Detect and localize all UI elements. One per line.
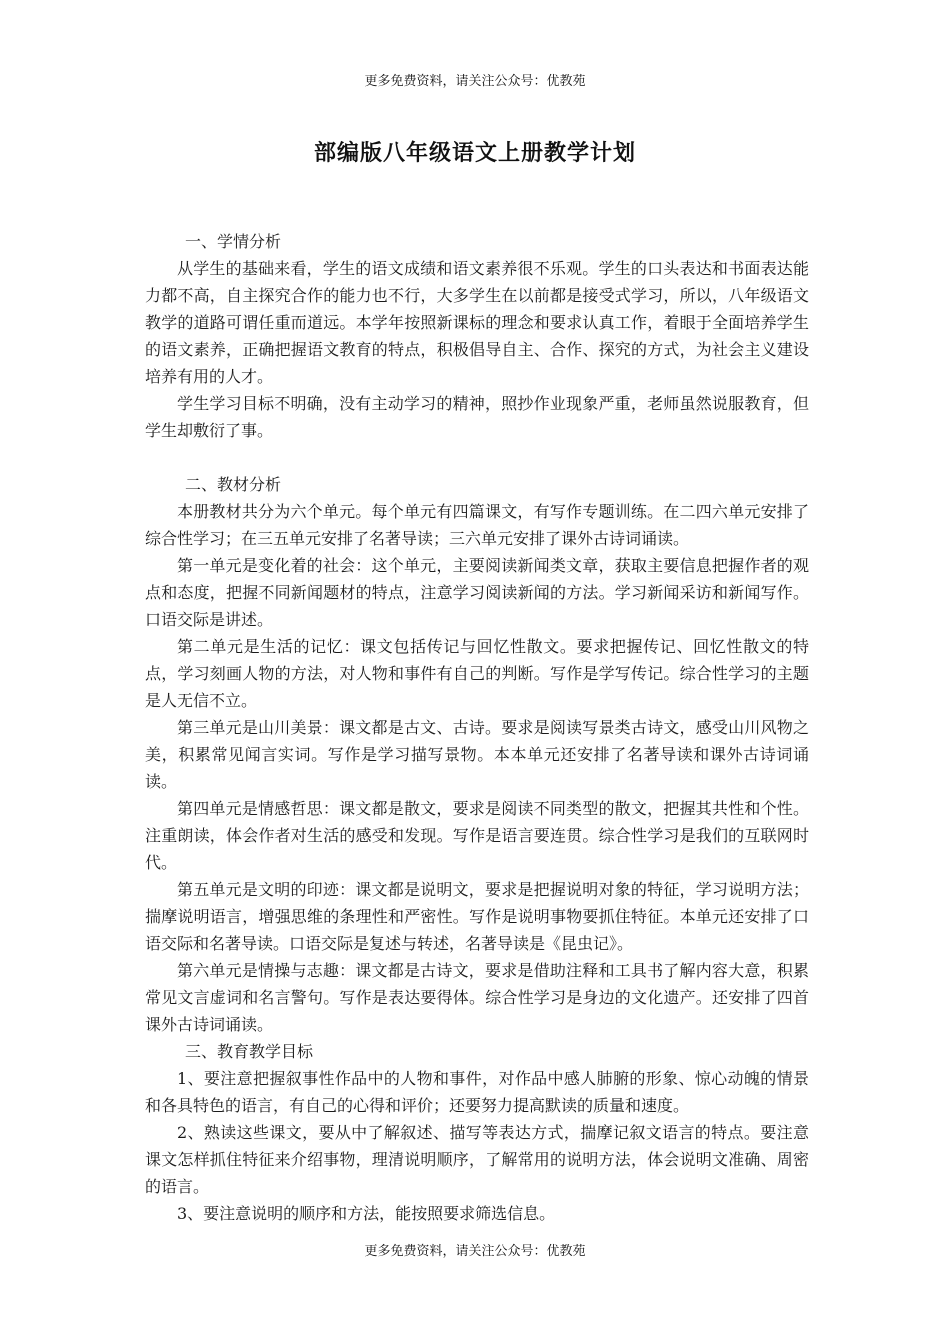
paragraph: 从学生的基础来看，学生的语文成绩和语文素养很不乐观。学生的口头表达和书面表达能力都不高，自主探究合作的能力也不行，大多学生在以前都是接受式学习，所以，八年级语文教学的道路可谓任重而道远。本学年按照新课标的理念和要求认真工作，着眼于全面培养学生的语文素养，正确把握语文教育的特点，积极倡导自主、合作、探究的方式，为社会主义建设培养有用的人才。 (145, 259, 809, 386)
paragraph: 2、熟读这些课文，要从中了解叙述、描写等表达方式，揣摩记叙文语言的特点。要注意课文怎样抓住特征来介绍事物，理清说明顺序，了解常用的说明方法，体会说明文准确、周密的语言。 (145, 1123, 809, 1196)
paragraph: 本册教材共分为六个单元。每个单元有四篇课文，有写作专题训练。在二四六单元安排了综合性学习；在三五单元安排了名著导读；三六单元安排了课外古诗词诵读。 (145, 502, 809, 548)
section-heading-textbook-analysis: 二、教材分析 (185, 475, 282, 494)
paragraph: 第六单元是情操与志趣：课文都是古诗文，要求是借助注释和工具书了解内容大意，积累常见文言虚词和名言警句。写作是表达要得体。综合性学习是身边的文化遗产。还安排了四首课外古诗词诵读。 (145, 961, 809, 1034)
paragraph: 第四单元是情感哲思：课文都是散文，要求是阅读不同类型的散文，把握其共性和个性。注重朗读，体会作者对生活的感受和发现。写作是语言要连贯。综合性学习是我们的互联网时代。 (145, 799, 809, 872)
header-note: 更多免费资料，请关注公众号：优教苑 (364, 74, 586, 89)
paragraph: 第五单元是文明的印迹：课文都是说明文，要求是把握说明对象的特征，学习说明方法；揣摩说明语言，增强思维的条理性和严密性。写作是说明事物要抓住特征。本单元还安排了口语交际和名著导读。口语交际是复述与转述，名著导读是《昆虫记》。 (145, 880, 809, 953)
paragraph: 第二单元是生活的记忆：课文包括传记与回忆性散文。要求把握传记、回忆性散文的特点，学习刻画人物的方法，对人物和事件有自己的判断。写作是学写传记。综合性学习的主题是人无信不立。 (145, 637, 809, 710)
paragraph: 1、要注意把握叙事性作品中的人物和事件，对作品中感人肺腑的形象、惊心动魄的情景和各具特色的语言，有自己的心得和评价；还要努力提高默读的质量和速度。 (145, 1069, 809, 1115)
paragraph: 学生学习目标不明确，没有主动学习的精神，照抄作业现象严重，老师虽然说服教育，但学生却敷衍了事。 (145, 394, 809, 440)
section-heading-teaching-goals: 三、教育教学目标 (185, 1042, 314, 1061)
paragraph: 第三单元是山川美景：课文都是古文、古诗。要求是阅读写景类古诗文，感受山川风物之美，积累常见闻言实词。写作是学习描写景物。本本单元还安排了名著导读和课外古诗词诵读。 (145, 718, 809, 791)
paragraph: 3、要注意说明的顺序和方法，能按照要求筛选信息。 (177, 1204, 556, 1223)
spacer (145, 444, 809, 471)
paragraph: 第一单元是变化着的社会：这个单元，主要阅读新闻类文章，获取主要信息把握作者的观点和态度，把握不同新闻题材的特点，注意学习阅读新闻的方法。学习新闻采访和新闻写作。口语交际是讲述。 (145, 556, 809, 629)
document-body (145, 228, 809, 1227)
section-heading-learning-analysis: 一、学情分析 (185, 232, 282, 251)
document-title: 部编版八年级语文上册教学计划 (313, 140, 636, 166)
footer-note: 更多免费资料，请关注公众号：优教苑 (364, 1244, 586, 1259)
